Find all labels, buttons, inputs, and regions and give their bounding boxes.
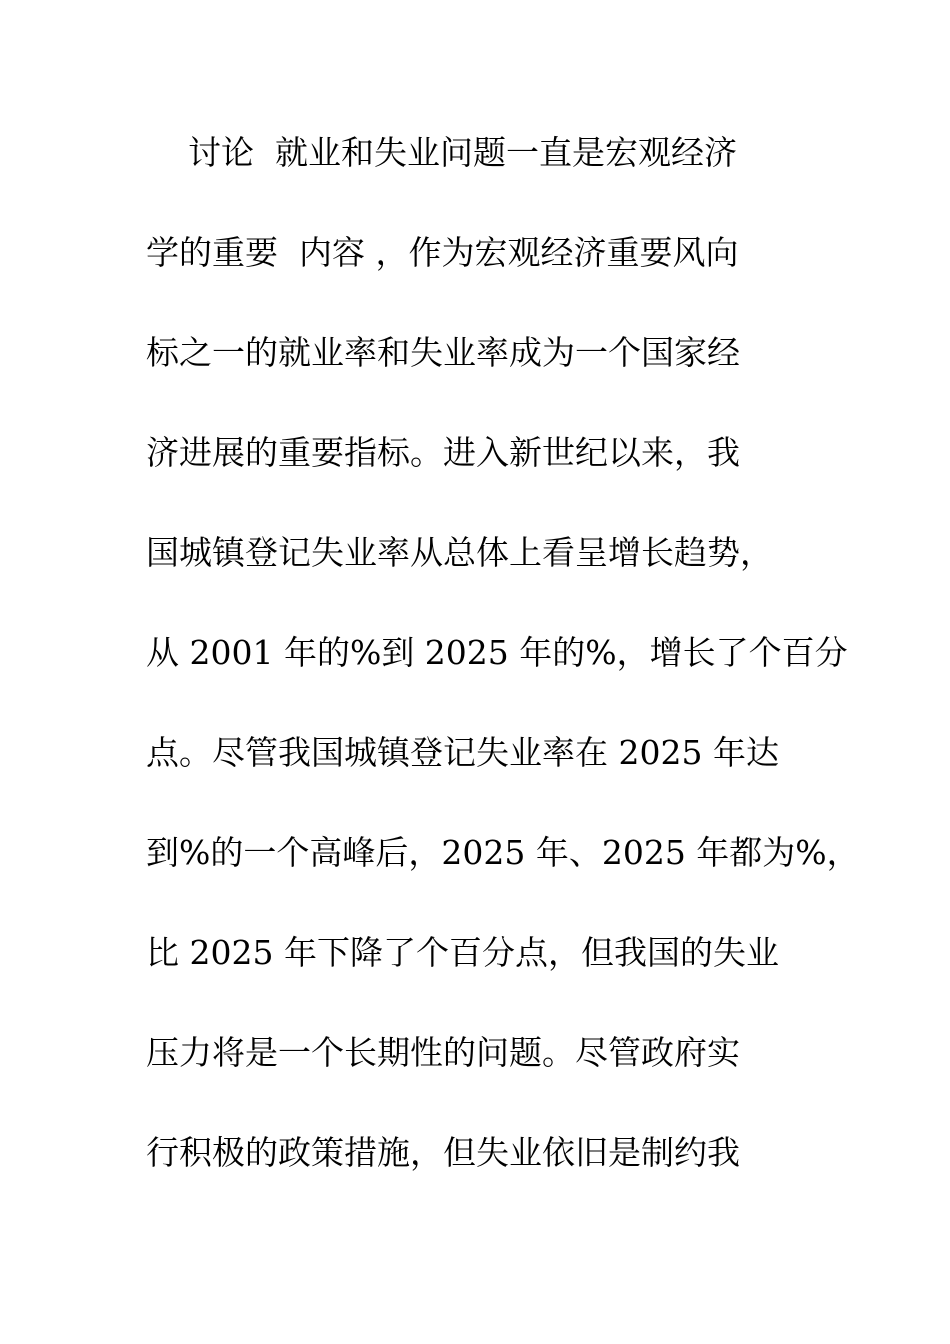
paragraph-line: 标之一的就业率和失业率成为一个国家经 [146, 333, 740, 372]
paragraph-line: 讨论 就业和失业问题一直是宏观经济 [146, 133, 737, 172]
paragraph-line: 比 2025 年下降了个百分点，但我国的失业 [146, 933, 779, 972]
paragraph-line: 学的重要 内容 ，作为宏观经济重要风向 [146, 233, 739, 272]
paragraph-line: 压力将是一个长期性的问题。尽管政府实 [146, 1033, 740, 1072]
paragraph-line: 济进展的重要指标。进入新世纪以来，我 [146, 433, 740, 472]
paragraph-line: 从 2001 年的%到 2025 年的%，增长了个百分 [146, 633, 848, 672]
paragraph-line: 点。尽管我国城镇登记失业率在 2025 年达 [146, 733, 779, 772]
paragraph-line: 到%的一个高峰后，2025 年、2025 年都为%， [146, 833, 860, 872]
paragraph-line: 行积极的政策措施，但失业依旧是制约我 [146, 1133, 740, 1172]
paragraph-line: 国城镇登记失业率从总体上看呈增长趋势， [146, 533, 773, 572]
